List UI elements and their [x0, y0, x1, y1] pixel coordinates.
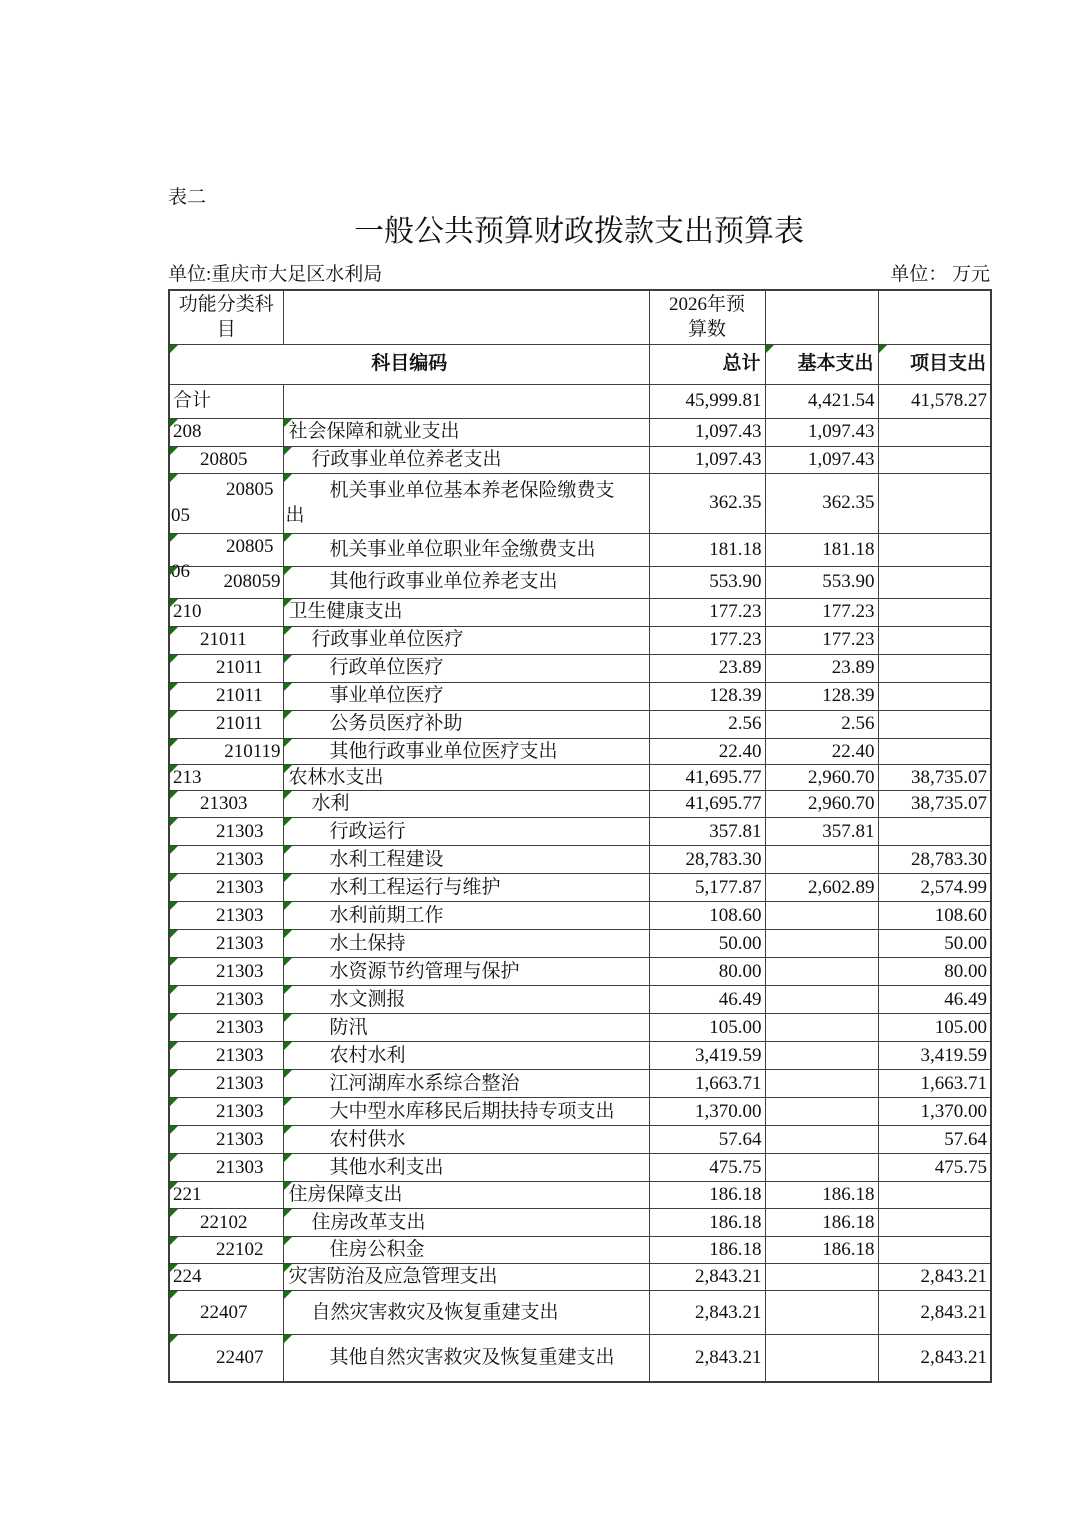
- name-cell: 水文测报: [283, 985, 649, 1013]
- table-row: [169, 985, 991, 1013]
- name-cell: 机关事业单位职业年金缴费支出: [283, 533, 649, 566]
- project-cell: 475.75: [878, 1153, 991, 1181]
- flag-triangle-icon: [284, 739, 292, 747]
- flag-triangle-icon: [284, 818, 292, 826]
- code-cell: 21303: [169, 790, 283, 817]
- name-cell: 水利前期工作: [283, 901, 649, 929]
- total-cell: 1,097.43: [649, 446, 765, 473]
- code-cell: 21303: [169, 957, 283, 985]
- total-cell: 475.75: [649, 1153, 765, 1181]
- project-cell: [878, 654, 991, 682]
- table-row: [169, 626, 991, 654]
- flag-triangle-icon: [284, 1042, 292, 1050]
- name-cell: 水土保持: [283, 929, 649, 957]
- project-cell: 57.64: [878, 1125, 991, 1153]
- basic-cell: [765, 929, 878, 957]
- code-cell: 208: [169, 418, 283, 446]
- flag-triangle-icon: [284, 1154, 292, 1162]
- total-cell: 23.89: [649, 654, 765, 682]
- flag-triangle-icon: [170, 986, 178, 994]
- name-cell: 机关事业单位基本养老保险缴费支 出: [283, 473, 649, 533]
- flag-triangle-icon: [284, 1014, 292, 1022]
- flag-triangle-icon: [170, 474, 178, 482]
- flag-triangle-icon: [284, 599, 292, 607]
- name-cell: 水利工程建设: [283, 845, 649, 873]
- flag-triangle-icon: [284, 1335, 292, 1343]
- total-cell: 3,419.59: [649, 1041, 765, 1069]
- code-cell: 21303: [169, 873, 283, 901]
- code-cell: 22102: [169, 1236, 283, 1263]
- table-row: [169, 1097, 991, 1125]
- project-cell: [878, 738, 991, 764]
- code-cell: 221: [169, 1181, 283, 1208]
- flag-triangle-icon: [170, 1182, 178, 1190]
- flag-triangle-icon: [284, 1237, 292, 1245]
- code-cell: 合计: [169, 384, 283, 418]
- basic-cell: [765, 901, 878, 929]
- project-cell: 2,843.21: [878, 1290, 991, 1334]
- code-cell: 21303: [169, 1097, 283, 1125]
- project-cell: 3,419.59: [878, 1041, 991, 1069]
- flag-triangle-icon: [284, 683, 292, 691]
- code-cell: 20805: [169, 446, 283, 473]
- flag-triangle-icon: [170, 1042, 178, 1050]
- empty-header-cell: [765, 290, 878, 344]
- basic-cell: 186.18: [765, 1208, 878, 1236]
- basic-cell: [765, 1263, 878, 1290]
- flag-triangle-icon: [284, 791, 292, 799]
- project-cell: [878, 418, 991, 446]
- basic-cell: 2,960.70: [765, 764, 878, 790]
- table-row: [169, 1069, 991, 1097]
- project-cell: 105.00: [878, 1013, 991, 1041]
- basic-cell: 553.90: [765, 566, 878, 598]
- project-cell: [878, 1208, 991, 1236]
- code-cell: 21011: [169, 626, 283, 654]
- flag-triangle-icon: [170, 1098, 178, 1106]
- basic-cell: [765, 1013, 878, 1041]
- basic-cell: 1,097.43: [765, 418, 878, 446]
- flag-triangle-icon: [170, 739, 178, 747]
- name-cell: 水利: [283, 790, 649, 817]
- basic-cell: 2,602.89: [765, 873, 878, 901]
- project-cell: [878, 566, 991, 598]
- table-row: [169, 1153, 991, 1181]
- subject-code-label: 科目编码: [371, 353, 448, 375]
- code-cell: 224: [169, 1263, 283, 1290]
- basic-cell: [765, 1041, 878, 1069]
- project-cell: 38,735.07: [878, 764, 991, 790]
- basic-cell: 22.40: [765, 738, 878, 764]
- unit-currency-label: 单位： 万元: [890, 264, 990, 285]
- name-cell: 行政运行: [283, 817, 649, 845]
- flag-triangle-icon: [766, 345, 774, 353]
- name-cell: 住房改革支出: [283, 1208, 649, 1236]
- total-cell: 5,177.87: [649, 873, 765, 901]
- project-cell: [878, 598, 991, 626]
- table-row: [169, 533, 991, 566]
- name-cell: 自然灾害救灾及恢复重建支出: [283, 1290, 649, 1334]
- table-row: [169, 1236, 991, 1263]
- basic-cell: 128.39: [765, 682, 878, 710]
- flag-triangle-icon: [284, 534, 292, 542]
- flag-triangle-icon: [284, 1209, 292, 1217]
- total-cell: 362.35: [649, 473, 765, 533]
- flag-triangle-icon: [170, 1335, 178, 1343]
- code-cell: 21303: [169, 929, 283, 957]
- table-row: [169, 446, 991, 473]
- flag-triangle-icon: [284, 958, 292, 966]
- flag-triangle-icon: [284, 1098, 292, 1106]
- table-row: [169, 817, 991, 845]
- basic-cell: [765, 985, 878, 1013]
- name-cell: 其他行政事业单位养老支出: [283, 566, 649, 598]
- table-row: [169, 873, 991, 901]
- code-cell: 21303: [169, 1013, 283, 1041]
- code-cell: 21011: [169, 682, 283, 710]
- name-cell: 住房保障支出: [283, 1181, 649, 1208]
- flag-triangle-icon: [170, 818, 178, 826]
- flag-triangle-icon: [170, 655, 178, 663]
- total-cell: 181.18: [649, 533, 765, 566]
- code-cell: 20805 06: [169, 533, 283, 566]
- flag-triangle-icon: [170, 1291, 178, 1299]
- code-cell: 21303: [169, 1125, 283, 1153]
- name-cell: 农村水利: [283, 1041, 649, 1069]
- basic-cell: 2,960.70: [765, 790, 878, 817]
- total-cell: 28,783.30: [649, 845, 765, 873]
- budget-year-header-cell: [649, 290, 765, 344]
- total-cell: 108.60: [649, 901, 765, 929]
- name-cell: 水资源节约管理与保护: [283, 957, 649, 985]
- total-cell: 46.49: [649, 985, 765, 1013]
- budget-table: [168, 289, 992, 1383]
- table-row: [169, 598, 991, 626]
- basic-cell: [765, 1069, 878, 1097]
- basic-cell: [765, 1125, 878, 1153]
- basic-cell: 181.18: [765, 533, 878, 566]
- basic-cell: [765, 1334, 878, 1382]
- total-cell: 80.00: [649, 957, 765, 985]
- project-cell: 38,735.07: [878, 790, 991, 817]
- total-cell: 177.23: [649, 598, 765, 626]
- name-cell: 水利工程运行与维护: [283, 873, 649, 901]
- project-cell: 28,783.30: [878, 845, 991, 873]
- code-cell: 20805 05: [169, 473, 283, 533]
- project-cell: 108.60: [878, 901, 991, 929]
- basic-cell: 177.23: [765, 626, 878, 654]
- code-cell: 21303: [169, 1153, 283, 1181]
- table-row: [169, 1181, 991, 1208]
- basic-cell: 23.89: [765, 654, 878, 682]
- flag-triangle-icon: [284, 930, 292, 938]
- table-row: [169, 654, 991, 682]
- flag-triangle-icon: [284, 874, 292, 882]
- code-cell: 210119: [169, 738, 283, 764]
- flag-triangle-icon: [170, 1237, 178, 1245]
- table-row: [169, 710, 991, 738]
- name-cell: 大中型水库移民后期扶持专项支出: [283, 1097, 649, 1125]
- basic-cell: [765, 957, 878, 985]
- flag-triangle-icon: [170, 345, 178, 353]
- project-cell: 50.00: [878, 929, 991, 957]
- flag-triangle-icon: [170, 599, 178, 607]
- flag-triangle-icon: [170, 1014, 178, 1022]
- flag-triangle-icon: [170, 791, 178, 799]
- code-cell: 21011: [169, 654, 283, 682]
- table-row: [169, 901, 991, 929]
- basic-header-cell: [765, 344, 878, 384]
- total-cell: 1,663.71: [649, 1069, 765, 1097]
- total-cell: 105.00: [649, 1013, 765, 1041]
- flag-triangle-icon: [170, 1264, 178, 1272]
- project-cell: [878, 446, 991, 473]
- code-cell: 21303: [169, 817, 283, 845]
- project-cell: [878, 1181, 991, 1208]
- project-cell: [878, 817, 991, 845]
- total-cell: 186.18: [649, 1236, 765, 1263]
- flag-triangle-icon: [284, 1126, 292, 1134]
- flag-triangle-icon: [170, 930, 178, 938]
- flag-triangle-icon: [284, 902, 292, 910]
- code-cell: 22407: [169, 1290, 283, 1334]
- table-row: [169, 566, 991, 598]
- basic-cell: 357.81: [765, 817, 878, 845]
- name-cell: 灾害防治及应急管理支出: [283, 1263, 649, 1290]
- total-header-cell: 总计: [649, 344, 765, 384]
- project-cell: 46.49: [878, 985, 991, 1013]
- table-number-label: 表二: [168, 187, 207, 208]
- flag-triangle-icon: [284, 419, 292, 427]
- name-cell: 其他自然灾害救灾及恢复重建支出: [283, 1334, 649, 1382]
- flag-triangle-icon: [170, 765, 178, 773]
- basic-cell: 362.35: [765, 473, 878, 533]
- name-cell: 江河湖库水系综合整治: [283, 1069, 649, 1097]
- flag-triangle-icon: [170, 711, 178, 719]
- project-cell: 2,574.99: [878, 873, 991, 901]
- units-line: [168, 263, 990, 287]
- project-cell: [878, 626, 991, 654]
- basic-cell: 186.18: [765, 1236, 878, 1263]
- flag-triangle-icon: [170, 683, 178, 691]
- total-cell: 2.56: [649, 710, 765, 738]
- table-row: [169, 957, 991, 985]
- flag-triangle-icon: [284, 655, 292, 663]
- flag-triangle-icon: [284, 447, 292, 455]
- name-cell: 农村供水: [283, 1125, 649, 1153]
- flag-triangle-icon: [284, 986, 292, 994]
- basic-cell: 186.18: [765, 1181, 878, 1208]
- flag-triangle-icon: [284, 567, 292, 575]
- flag-triangle-icon: [170, 447, 178, 455]
- name-cell: 其他水利支出: [283, 1153, 649, 1181]
- basic-cell: [765, 1290, 878, 1334]
- project-header-cell: [878, 344, 991, 384]
- code-cell: 21303: [169, 845, 283, 873]
- table-row: [169, 1208, 991, 1236]
- table-row: [169, 1041, 991, 1069]
- project-cell: 1,370.00: [878, 1097, 991, 1125]
- flag-triangle-icon: [284, 711, 292, 719]
- project-cell: [878, 533, 991, 566]
- code-cell: 21303: [169, 1069, 283, 1097]
- flag-triangle-icon: [284, 765, 292, 773]
- table-row: [169, 1290, 991, 1334]
- code-cell: 21303: [169, 901, 283, 929]
- page-title: 一般公共预算财政拨款支出预算表: [354, 215, 804, 248]
- table-row: [169, 682, 991, 710]
- flag-triangle-icon: [879, 345, 887, 353]
- flag-triangle-icon: [170, 534, 178, 542]
- name-cell: 卫生健康支出: [283, 598, 649, 626]
- project-cell: 2,843.21: [878, 1263, 991, 1290]
- total-cell: 50.00: [649, 929, 765, 957]
- table-row: [169, 790, 991, 817]
- table-row: [169, 738, 991, 764]
- table-row: [169, 1013, 991, 1041]
- total-cell: 1,370.00: [649, 1097, 765, 1125]
- code-cell: 21303: [169, 1041, 283, 1069]
- table-row: [169, 473, 991, 533]
- total-cell: 41,695.77: [649, 790, 765, 817]
- unit-name-label: 单位:重庆市大足区水利局: [168, 264, 383, 285]
- name-cell: 住房公积金: [283, 1236, 649, 1263]
- budget-table-body: [169, 290, 991, 1382]
- table-row: [169, 1125, 991, 1153]
- flag-triangle-icon: [284, 846, 292, 854]
- flag-triangle-icon: [170, 1154, 178, 1162]
- name-cell: 行政单位医疗: [283, 654, 649, 682]
- empty-header-cell: [283, 290, 649, 344]
- flag-triangle-icon: [284, 1291, 292, 1299]
- project-cell: [878, 710, 991, 738]
- total-cell: 1,097.43: [649, 418, 765, 446]
- code-cell: 208059: [169, 566, 283, 598]
- flag-triangle-icon: [170, 627, 178, 635]
- table-row: [169, 845, 991, 873]
- code-cell: 213: [169, 764, 283, 790]
- header-row-1: [169, 290, 991, 344]
- name-cell: 农林水支出: [283, 764, 649, 790]
- total-cell: 2,843.21: [649, 1290, 765, 1334]
- basic-cell: 4,421.54: [765, 384, 878, 418]
- table-row: [169, 1263, 991, 1290]
- subject-code-header-cell: [169, 344, 649, 384]
- flag-triangle-icon: [284, 627, 292, 635]
- total-cell: 2,843.21: [649, 1263, 765, 1290]
- func-category-header-cell: 功能分类科目: [169, 290, 283, 344]
- flag-triangle-icon: [170, 1070, 178, 1078]
- flag-triangle-icon: [170, 902, 178, 910]
- flag-triangle-icon: [170, 958, 178, 966]
- project-cell: 41,578.27: [878, 384, 991, 418]
- budget-year-label: 2026年预算数: [668, 294, 745, 341]
- table-row: [169, 929, 991, 957]
- name-cell: 行政事业单位医疗: [283, 626, 649, 654]
- header-row-2: [169, 344, 991, 384]
- table-row: [169, 764, 991, 790]
- basic-cell: [765, 845, 878, 873]
- name-cell: 公务员医疗补助: [283, 710, 649, 738]
- code-cell: 210: [169, 598, 283, 626]
- project-cell: 80.00: [878, 957, 991, 985]
- flag-triangle-icon: [284, 1070, 292, 1078]
- code-cell: 21011: [169, 710, 283, 738]
- name-cell: 事业单位医疗: [283, 682, 649, 710]
- name-cell: [283, 384, 649, 418]
- project-cell: [878, 682, 991, 710]
- total-cell: 186.18: [649, 1208, 765, 1236]
- flag-triangle-icon: [170, 846, 178, 854]
- flag-triangle-icon: [170, 1126, 178, 1134]
- total-cell: 2,843.21: [649, 1334, 765, 1382]
- basic-cell: [765, 1153, 878, 1181]
- total-cell: 357.81: [649, 817, 765, 845]
- flag-triangle-icon: [284, 1182, 292, 1190]
- basic-cell: 2.56: [765, 710, 878, 738]
- basic-cell: [765, 1097, 878, 1125]
- name-cell: 其他行政事业单位医疗支出: [283, 738, 649, 764]
- flag-triangle-icon: [170, 419, 178, 427]
- flag-triangle-icon: [284, 474, 292, 482]
- code-cell: 22407: [169, 1334, 283, 1382]
- flag-triangle-icon: [170, 874, 178, 882]
- flag-triangle-icon: [170, 567, 178, 575]
- project-cell: 1,663.71: [878, 1069, 991, 1097]
- code-cell: 21303: [169, 985, 283, 1013]
- document-page: [168, 186, 990, 1383]
- empty-header-cell: [878, 290, 991, 344]
- name-cell: 社会保障和就业支出: [283, 418, 649, 446]
- flag-triangle-icon: [284, 1264, 292, 1272]
- project-cell: 2,843.21: [878, 1334, 991, 1382]
- basic-cell: 177.23: [765, 598, 878, 626]
- total-cell: 177.23: [649, 626, 765, 654]
- total-cell: 57.64: [649, 1125, 765, 1153]
- code-cell: 22102: [169, 1208, 283, 1236]
- total-cell: 553.90: [649, 566, 765, 598]
- total-cell: 45,999.81: [649, 384, 765, 418]
- name-cell: 防汛: [283, 1013, 649, 1041]
- table-row: [169, 418, 991, 446]
- project-header-label: 项目支出: [909, 353, 986, 375]
- total-cell: 128.39: [649, 682, 765, 710]
- total-cell: 186.18: [649, 1181, 765, 1208]
- total-cell: 41,695.77: [649, 764, 765, 790]
- project-cell: [878, 1236, 991, 1263]
- total-cell: 22.40: [649, 738, 765, 764]
- basic-cell: 1,097.43: [765, 446, 878, 473]
- table-row: [169, 1334, 991, 1382]
- name-cell: 行政事业单位养老支出: [283, 446, 649, 473]
- flag-triangle-icon: [170, 1209, 178, 1217]
- project-cell: [878, 473, 991, 533]
- basic-header-label: 基本支出: [797, 353, 874, 375]
- table-row: [169, 384, 991, 418]
